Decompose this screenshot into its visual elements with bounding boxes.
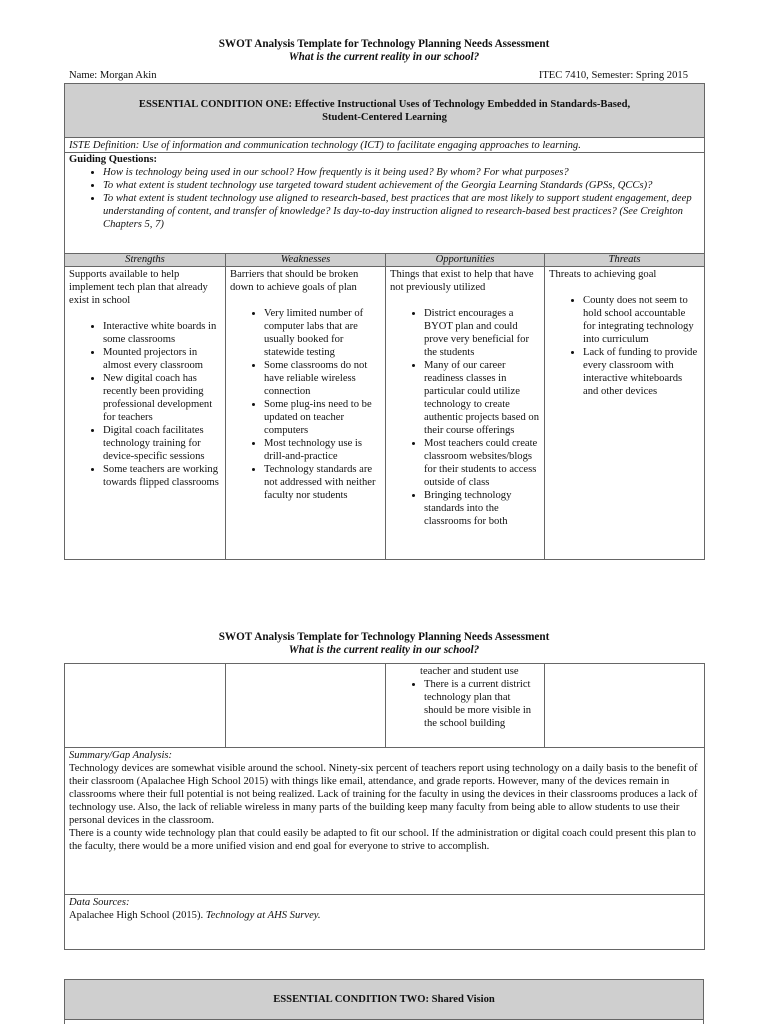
guiding-questions-label: Guiding Questions: <box>69 154 158 165</box>
iste-definition: ISTE Definition: Use of information and communication technology (ICT) to facilitate engaging approaches to learning. <box>65 138 705 153</box>
header-strengths: Strengths <box>65 254 226 267</box>
list-item: • District encourages a BYOT plan and could prove very beneficial for the students <box>424 307 540 359</box>
threats-cell <box>545 267 705 560</box>
page2-title: SWOT Analysis Template for Technology Planning Needs Assessment <box>218 631 550 643</box>
strengths-intro: Supports available to help implement tech plan that already exist in school <box>69 269 208 306</box>
opportunities-cont-cell <box>386 664 545 748</box>
essential-condition-one-heading: ESSENTIAL CONDITION ONE: Effective Instructional Uses of Technology Embedded in Standards-Based, Student-Centered Learning <box>65 84 705 138</box>
data-source-citation: Apalachee High School (2015). Technology at AHS Survey. <box>69 910 321 921</box>
opportunities-intro: Things that exist to help that have not previously utilized <box>390 269 534 293</box>
list-item: • Some teachers are working towards flipped classrooms <box>103 463 221 489</box>
weaknesses-cont-cell <box>226 664 386 748</box>
list-item: • Digital coach facilitates technology training for device-specific sessions <box>103 424 221 463</box>
page-title: SWOT Analysis Template for Technology Planning Needs Assessment <box>218 38 550 50</box>
list-item: • Lack of funding to provide every classroom with interactive whiteboards and other devices <box>583 346 700 398</box>
swot-table-page1 <box>64 83 705 560</box>
course-info: ITEC 7410, Semester: Spring 2015 <box>538 70 688 81</box>
ec2-table <box>64 979 704 1024</box>
summary-paragraph: There is a county wide technology plan that could easily be adapted to fit our school. If the administration or digital coach could present this plan to the faculty, there would be a more unified vision and end goal for everyone to strive to accomplish. <box>69 828 696 852</box>
list-item: • Most teachers could create classroom websites/blogs for their students to access outside of class <box>424 437 540 489</box>
header-threats: Threats <box>545 254 705 267</box>
swot-table-page2 <box>64 663 705 950</box>
essential-condition-two-heading: ESSENTIAL CONDITION TWO: Shared Vision <box>65 980 704 1020</box>
header-opportunities: Opportunities <box>386 254 545 267</box>
guiding-question: • To what extent is student technology use targeted toward student achievement of the Georgia Learning Standards (GPSs, QCCs)? <box>103 179 700 192</box>
header-weaknesses: Weaknesses <box>226 254 386 267</box>
summary-label: Summary/Gap Analysis: <box>69 750 173 761</box>
continued-text: teacher and student use <box>420 666 519 677</box>
strengths-cell <box>65 267 226 560</box>
guiding-question: • To what extent is student technology use aligned to research-based, best practices that are most likely to support student engagement, deep understanding of content, and transfer of knowledge? Is day-to-day instruction aligned to research-based best practices? (See Creighton Chapters 5, 7) <box>103 192 700 231</box>
list-item: • Some plug-ins need to be updated on teacher computers <box>264 398 381 437</box>
threats-cont-cell <box>545 664 705 748</box>
list-item: • Interactive white boards in some classrooms <box>103 320 221 346</box>
summary-paragraph: Technology devices are somewhat visible around the school. Ninety-six percent of teachers report using technology on a daily basis to the benefit of their classroom (Apalachee High School 2015) with things like email, attendance, and grade reports. However, many of the devices remain in classrooms where their full potential is not being realized. Lack of training for the faculty in using the devices in their classrooms produces a lack of technology use. Also, the lack of reliable wireless in many parts of the building keep many faculty from being able to allow students to use their personal devices in the classroom. <box>69 763 698 826</box>
list-item: • County does not seem to hold school accountable for integrating technology into curriculum <box>583 294 700 346</box>
list-item: • There is a current district technology plan that should be more visible in the school building <box>424 678 540 730</box>
ec2-next-row <box>65 1020 704 1024</box>
data-sources <box>65 895 705 950</box>
summary-gap-analysis <box>65 748 705 895</box>
list-item: • Technology standards are not addressed with neither faculty nor students <box>264 463 381 502</box>
weaknesses-intro: Barriers that should be broken down to achieve goals of plan <box>230 269 359 293</box>
page2-subtitle: What is the current reality in our school? <box>288 644 480 656</box>
list-item: • New digital coach has recently been providing professional development for teachers <box>103 372 221 424</box>
list-item: • Many of our career readiness classes in particular could utilize technology to create authentic projects based on their course offerings <box>424 359 540 437</box>
list-item: • Most technology use is drill-and-practice <box>264 437 381 463</box>
data-sources-label: Data Sources: <box>69 897 130 908</box>
list-item: • Some classrooms do not have reliable wireless connection <box>264 359 381 398</box>
list-item: • Bringing technology standards into the classrooms for both <box>424 489 540 528</box>
guiding-questions <box>65 153 705 254</box>
threats-intro: Threats to achieving goal <box>549 269 657 280</box>
guiding-question: • How is technology being used in our school? How frequently is it being used? By whom? For what purposes? <box>103 166 700 179</box>
author-name: Name: Morgan Akin <box>69 70 157 81</box>
strengths-cont-cell <box>65 664 226 748</box>
weaknesses-cell <box>226 267 386 560</box>
page-subtitle: What is the current reality in our school? <box>288 51 480 63</box>
list-item: • Mounted projectors in almost every classroom <box>103 346 221 372</box>
opportunities-cell <box>386 267 545 560</box>
list-item: • Very limited number of computer labs that are usually booked for statewide testing <box>264 307 381 359</box>
